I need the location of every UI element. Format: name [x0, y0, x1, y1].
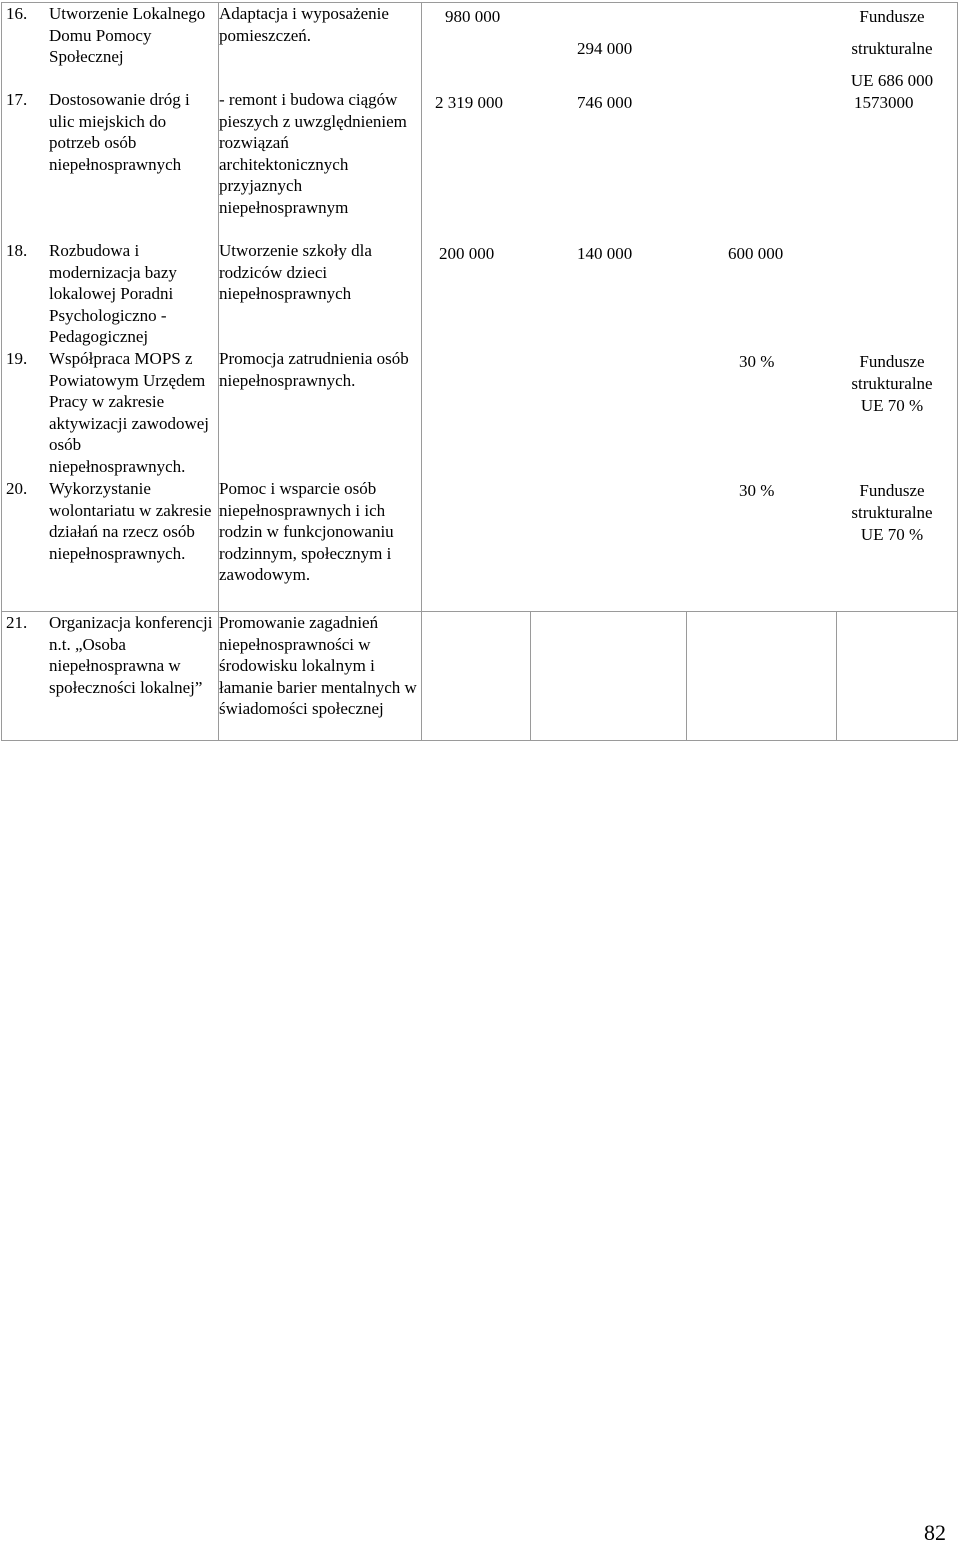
amount-other: 1573000 [854, 93, 914, 112]
action-text: Utworzenie szkoły dla rodziców dzieci niepełnosprawnych [219, 241, 372, 303]
action-cell [219, 3, 422, 612]
funding-source: UE 686 000 [850, 71, 934, 90]
percentage: 30 % [739, 352, 775, 371]
amounts-cell [422, 3, 958, 612]
amounts-cell [422, 612, 958, 741]
task-cell [2, 612, 219, 741]
task-number: 16. [6, 4, 28, 23]
funding-source: Fundusze [859, 481, 925, 500]
task-17 [2, 89, 218, 240]
task-20 [2, 478, 218, 588]
task-number: 19. [6, 349, 28, 368]
task-number: 17. [6, 90, 28, 109]
task-text: Organizacja konferencji n.t. „Osoba niepełnosprawna w społeczności lokalnej” [49, 613, 213, 697]
task-text: Utworzenie Lokalnego Domu Pomocy Społecznej [49, 4, 206, 66]
column-divider [686, 612, 687, 740]
amount-total: 200 000 [439, 244, 495, 263]
funding-source: strukturalne [851, 39, 933, 58]
amount-other: 600 000 [728, 244, 784, 263]
amount-partial: 746 000 [577, 93, 633, 112]
table-row [2, 3, 958, 612]
amount-partial: 140 000 [577, 244, 633, 263]
action-text: Pomoc i wsparcie osób niepełnosprawnych i ich rodzin w funkcjonowaniu rodzinnym, społecznym i zawodowym. [219, 479, 394, 584]
task-16 [2, 3, 218, 89]
task-number: 18. [6, 241, 28, 260]
action-cell [219, 612, 422, 741]
task-text: Wykorzystanie wolontariatu w zakresie działań na rzecz osób niepełnosprawnych. [49, 479, 212, 563]
column-divider [836, 612, 837, 740]
amount-total: 980 000 [445, 7, 501, 26]
task-19 [2, 348, 218, 478]
amount-partial: 294 000 [577, 39, 633, 58]
action-text: Adaptacja i wyposażenie pomieszczeń. [219, 4, 389, 45]
action-text: - remont i budowa ciągów pieszych z uwzględnieniem rozwiązań architektonicznych przyjaznych niepełnosprawnym [219, 90, 407, 217]
percentage: 30 % [739, 481, 775, 500]
funding-source: Fundusze [859, 7, 925, 26]
task-number: 20. [6, 479, 28, 498]
table-row [2, 612, 958, 741]
column-divider [530, 612, 531, 740]
funding-source: Fundusze [859, 352, 925, 371]
page-number: 82 [924, 1520, 946, 1545]
task-18 [2, 240, 218, 348]
funding-source: UE 70 % [860, 525, 924, 544]
task-text: Rozbudowa i modernizacja bazy lokalowej Poradni Psychologiczno - Pedagogicznej [49, 241, 177, 346]
program-table [1, 2, 958, 741]
task-number: 21. [6, 613, 28, 632]
task-21 [2, 612, 218, 698]
task-text: Dostosowanie dróg i ulic miejskich do potrzeb osób niepełnosprawnych [49, 90, 190, 174]
funding-source: strukturalne [851, 374, 933, 393]
task-text: Współpraca MOPS z Powiatowym Urzędem Pracy w zakresie aktywizacji zawodowej osób niepełnosprawnych. [49, 349, 210, 476]
action-text: Promocja zatrudnienia osób niepełnosprawnych. [219, 349, 409, 390]
funding-source: UE 70 % [860, 396, 924, 415]
action-text: Promowanie zagadnień niepełnosprawności w środowisku lokalnym i łamanie barier mentalnych w świadomości społecznej [219, 613, 417, 718]
funding-source: strukturalne [851, 503, 933, 522]
task-cell [2, 3, 219, 612]
amount-total: 2 319 000 [435, 93, 503, 112]
